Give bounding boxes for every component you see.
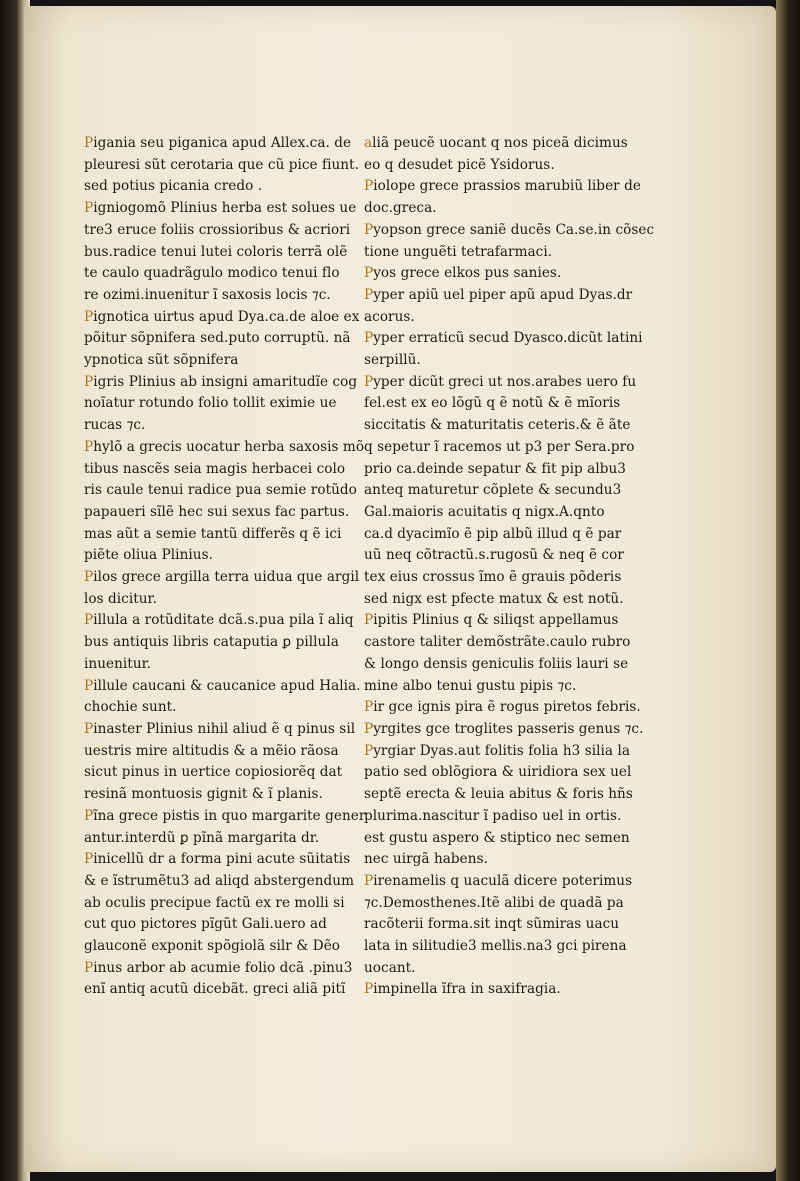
text-line: sed nigx est pfecte matux & est notũ.: [364, 590, 624, 607]
text-line: racõterii forma.sit inqt sũmiras uacu: [364, 916, 620, 933]
text-line: Piolope grece prassios marubiũ liber de: [364, 178, 641, 195]
right-text-column: [364, 133, 664, 1001]
text-line: Pillula a rotũditate dcã.s.pua pila ĩ aliq: [84, 612, 354, 629]
text-line: ⁊c.Demosthenes.Itẽ alibi de quadã pa: [364, 894, 624, 911]
text-line: Pirenamelis q uaculã dicere poterimus: [364, 872, 633, 889]
text-line: & longo densis geniculis foliis lauri se: [364, 655, 629, 672]
text-line: Pignotica uirtus apud Dya.ca.de aloe ex: [84, 308, 360, 325]
text-line: uestris mire altitudis & a mẽio rãosa: [84, 742, 339, 759]
glossary-entry: [364, 610, 664, 697]
text-line: piẽte oliua Plinius.: [84, 547, 213, 564]
text-line: antur.interdũ ꝑ pĩnã margarita dr.: [84, 829, 320, 846]
glossary-entry: [364, 719, 664, 741]
text-line: Pimpinella ĩfra in saxifragia.: [364, 981, 561, 998]
text-line: ca.d dyacimĩo ẽ pip albũ illud q ẽ par: [364, 525, 622, 542]
page-edge: [776, 0, 800, 1181]
glossary-entry: [364, 697, 664, 719]
text-line: castore taliter demõstrãte.caulo rubro: [364, 634, 631, 651]
text-line: Pir gce ignis pira ẽ rogus piretos febris.: [364, 699, 641, 716]
glossary-entry: [84, 676, 376, 719]
left-text-column: [84, 133, 376, 1001]
text-line: mine albo tenui gustu pipis ⁊c.: [364, 677, 577, 694]
text-line: Pyos grece elkos pus sanies.: [364, 265, 562, 282]
text-line: sicut pinus in uertice copiosiorẽq dat: [84, 764, 343, 781]
text-line: tione unguẽti tetrafarmaci.: [364, 243, 553, 260]
glossary-entry: [84, 806, 376, 849]
text-line: ris caule tenui radice pua semie rotũdo: [84, 482, 357, 499]
text-line: chochie sunt.: [84, 699, 177, 716]
text-line: sed potius picania credo .: [84, 178, 263, 195]
text-line: ypnotica sũt sõpnifera: [84, 352, 239, 369]
text-line: Pyrgites gce troglites passeris genus ⁊c.: [364, 720, 644, 737]
glossary-entry: [364, 328, 664, 371]
text-line: mas aũt a semie tantũ differẽs q ẽ ici: [84, 525, 342, 542]
glossary-entry: [84, 958, 376, 1001]
glossary-entry: [364, 285, 664, 328]
text-line: Pigris Plinius ab insigni amaritudĩe cog: [84, 373, 358, 390]
text-line: inuenitur.: [84, 655, 152, 672]
text-line: acorus.: [364, 308, 415, 325]
text-line: Pyopson grece saniẽ ducẽs Ca.se.in cõsec: [364, 221, 655, 238]
text-line: q sepetur ĩ racemos ut p3 per Sera.pro: [364, 438, 635, 455]
text-line: lata in silitudie3 mellis.na3 gci pirena: [364, 938, 627, 955]
glossary-entry: [364, 372, 664, 611]
glossary-entry: [84, 849, 376, 958]
text-line: Pinicellũ dr a forma pini acute sũitatis: [84, 851, 351, 868]
text-line: tre3 eruce foliis crossioribus & acriori: [84, 221, 351, 238]
text-line: serpillũ.: [364, 352, 421, 369]
text-line: anteq maturetur cõplete & secundu3: [364, 482, 622, 499]
text-line: uũ neq cõtractũ.s.rugosũ & neq ẽ cor: [364, 547, 624, 564]
text-line: re ozimi.inuenitur ĩ saxosis locis ⁊c.: [84, 286, 331, 303]
text-line: los dicitur.: [84, 590, 157, 607]
text-line: doc.greca.: [364, 200, 437, 217]
text-line: nec uirgã habens.: [364, 851, 488, 868]
text-line: aliã peucẽ uocant q nos piceã dicimus: [364, 135, 628, 151]
text-line: Phylõ a grecis uocatur herba saxosis mõ: [84, 438, 365, 455]
text-line: resinã montuosis gignit & ĩ planis.: [84, 786, 323, 803]
glossary-entry: [364, 176, 664, 219]
text-line: Pinaster Plinius nihil aliud ẽ q pinus sil: [84, 720, 356, 737]
glossary-entry: [364, 741, 664, 871]
text-line: Pĩna grece pistis in quo margarite gener: [84, 807, 366, 824]
text-line: pleuresi sũt cerotaria que cũ pice fiunt.: [84, 156, 359, 173]
text-line: glauconẽ exponit spõgiolã silr & Dẽo: [84, 938, 341, 955]
text-line: Pyper apiũ uel piper apũ apud Dyas.dr: [364, 286, 633, 303]
glossary-entry: [84, 437, 376, 567]
glossary-entry: [364, 220, 664, 263]
glossary-entry: [84, 610, 376, 675]
text-line: Pigniogomõ Plinius herba est solues ue: [84, 200, 357, 217]
text-line: bus.radice tenui lutei coloris terrã olẽ: [84, 243, 348, 260]
text-line: Pinus arbor ab acumie folio dcã .pinu3: [84, 959, 353, 976]
text-line: noĩatur rotundo folio tollit eximie ue: [84, 395, 337, 412]
text-line: plurima.nascitur ĩ padiso uel in ortis.: [364, 807, 622, 824]
text-line: cut quo pictores pĩgũt Gali.uero ad: [84, 916, 327, 933]
text-line: Pilos grece argilla terra uidua que argil: [84, 569, 360, 586]
glossary-entry: [84, 198, 376, 307]
text-line: est gustu aspero & stiptico nec semen: [364, 829, 630, 846]
text-line: papaueri sĩlẽ hec sui sexus fac partus.: [84, 503, 350, 520]
text-line: Pyper dicũt greci ut nos.arabes uero fu: [364, 373, 637, 390]
glossary-entry: [364, 979, 664, 1001]
text-line: & e ĩstrumẽtu3 ad aliqd abstergendum: [84, 872, 355, 889]
text-line: eo q desudet picẽ Ysidorus.: [364, 156, 555, 173]
text-line: Pyper erraticũ secud Dyasco.dicũt latini: [364, 330, 643, 347]
glossary-entry: [364, 871, 664, 980]
glossary-entry: [84, 307, 376, 372]
glossary-entry: [84, 567, 376, 610]
text-line: fel.est ex eo lõgũ q ẽ notũ & ẽ mĩoris: [364, 395, 621, 412]
text-line: uocant.: [364, 959, 416, 976]
text-line: te caulo quadrãgulo modico tenui flo: [84, 265, 340, 282]
text-line: patio sed oblõgiora & uiridiora sex uel: [364, 764, 632, 781]
text-line: siccitatis & maturitatis ceteris.& ẽ ãte: [364, 417, 631, 434]
text-line: septẽ erecta & leuia abitus & foris hñs: [364, 786, 633, 803]
glossary-entry: [84, 372, 376, 437]
text-line: enĩ antiq acutũ dicebãt. greci aliã pitĩ: [84, 981, 346, 998]
text-line: tex eius crossus ĩmo ẽ grauis põderis: [364, 569, 622, 586]
text-line: Pyrgiar Dyas.aut folitis folia h3 silia la: [364, 742, 631, 759]
glossary-entry: [364, 263, 664, 285]
text-line: rucas ⁊c.: [84, 417, 146, 434]
glossary-entry: [84, 133, 376, 198]
glossary-entry: [364, 133, 664, 176]
text-line: Pillule caucani & caucanice apud Halia.: [84, 677, 361, 694]
text-line: tibus nascẽs seia magis herbacei colo: [84, 460, 346, 477]
text-line: prio ca.deinde sepatur & fit pip albu3: [364, 460, 626, 477]
glossary-entry: [84, 719, 376, 806]
text-line: ab oculis precipue factũ ex re molli si: [84, 894, 345, 911]
text-line: põitur sõpnifera sed.puto corruptũ. nã: [84, 330, 351, 347]
text-line: Gal.maioris acuitatis q nigx.A.qnto: [364, 503, 605, 520]
text-line: bus antiquis libris cataputia ꝑ pillula: [84, 634, 339, 651]
text-line: Pigania seu piganica apud Allex.ca. de: [84, 135, 352, 151]
text-line: Pipitis Plinius q & siliqst appellamus: [364, 612, 619, 629]
